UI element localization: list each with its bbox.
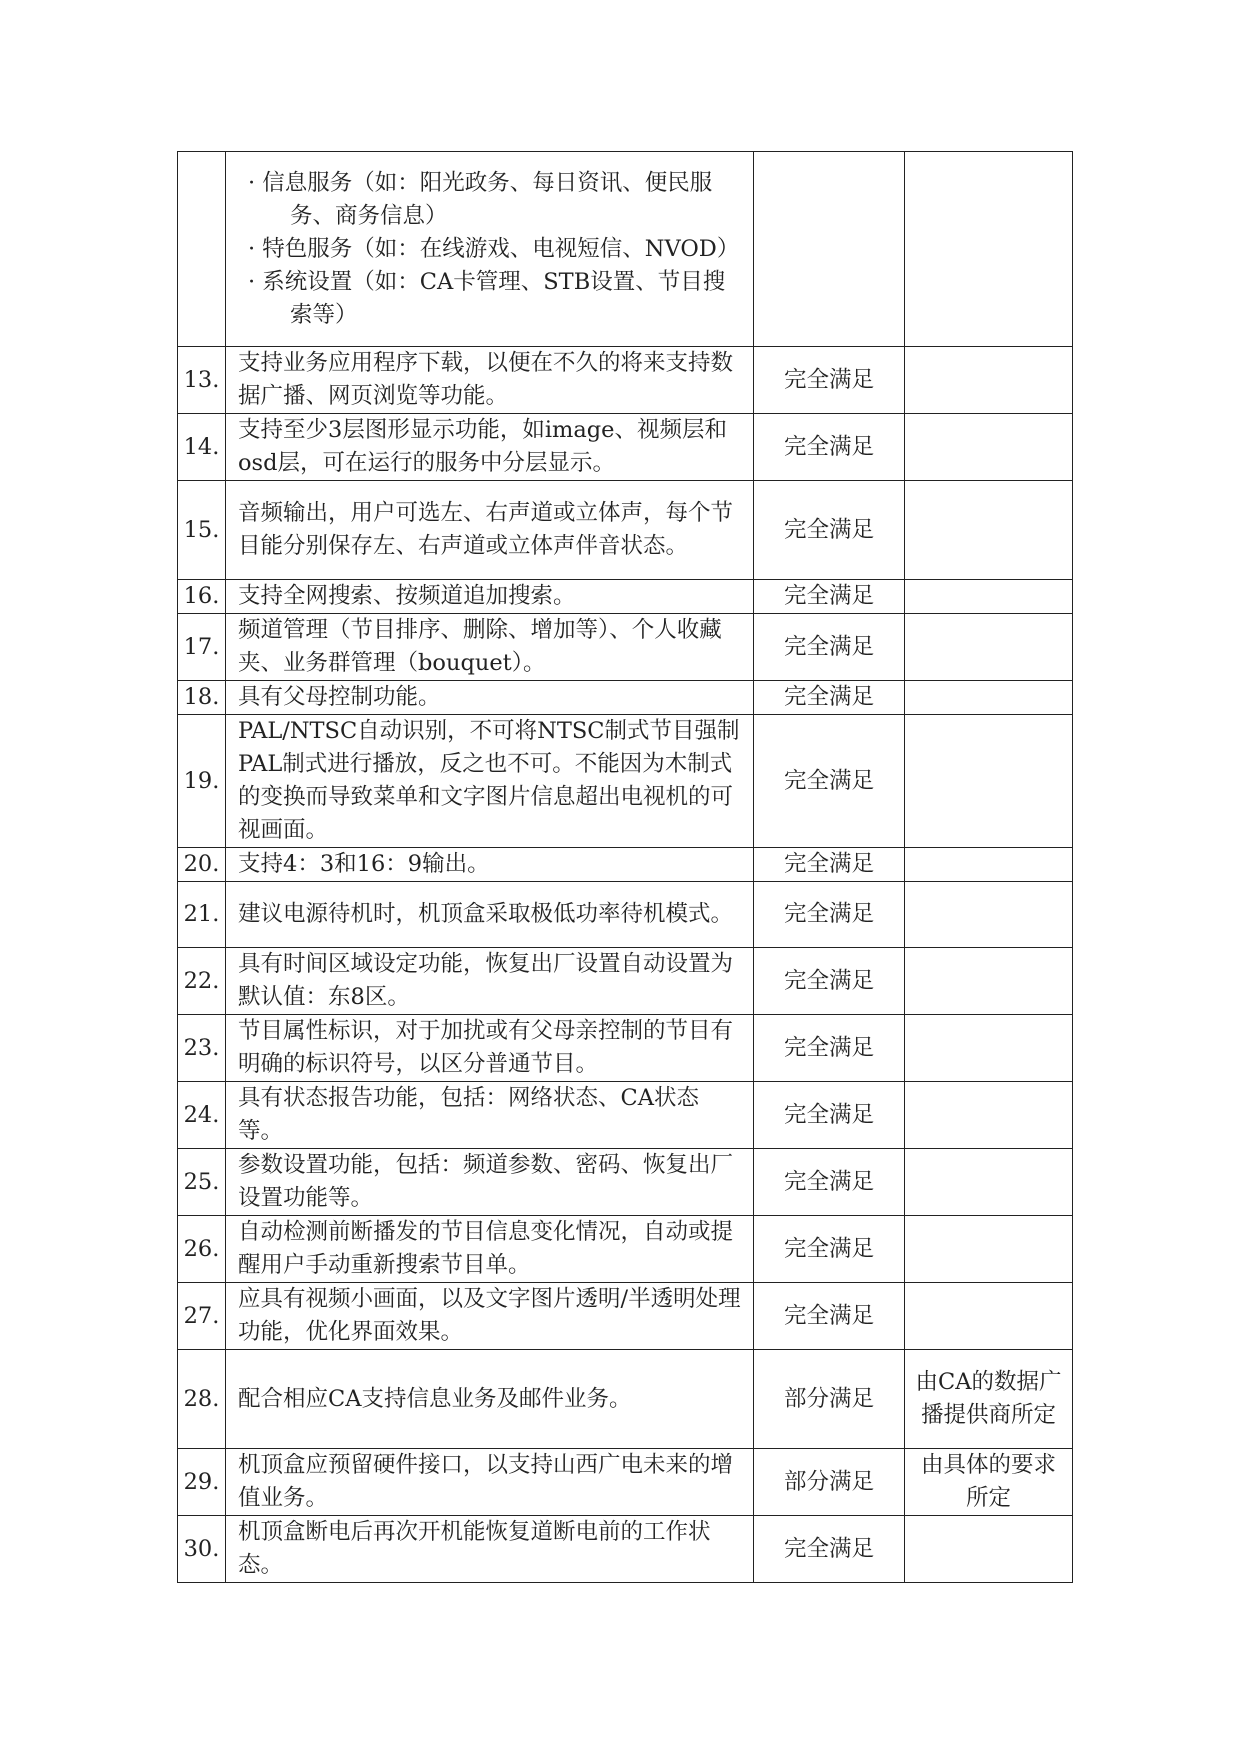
row-number: 27. [178, 1283, 226, 1350]
bullet-item: · 信息服务（如：阳光政务、每日资讯、便民服务、商务信息） [248, 169, 713, 229]
row-status: 完全满足 [754, 882, 905, 948]
row-number: 24. [178, 1082, 226, 1149]
table-row [178, 1350, 1073, 1449]
row-note [905, 1216, 1073, 1283]
row-description: 具有状态报告功能，包括：网络状态、CA状态等。 [226, 1082, 754, 1149]
row-note [905, 1149, 1073, 1216]
row-note [905, 1015, 1073, 1082]
row-status: 完全满足 [754, 347, 905, 414]
row-note [905, 1082, 1073, 1149]
table-row [178, 414, 1073, 481]
table-row [178, 481, 1073, 580]
row-note [905, 681, 1073, 715]
row-note [905, 580, 1073, 614]
table-row [178, 1449, 1073, 1516]
row-description: 音频输出，用户可选左、右声道或立体声，每个节目能分别保存左、右声道或立体声伴音状态。 [226, 481, 754, 580]
status-cell [754, 152, 905, 347]
row-description: 节目属性标识，对于加扰或有父母亲控制的节目有明确的标识符号，以区分普通节目。 [226, 1015, 754, 1082]
row-number: 28. [178, 1350, 226, 1449]
table-row [178, 681, 1073, 715]
table-row [178, 1216, 1073, 1283]
table-row [178, 715, 1073, 848]
row-status: 完全满足 [754, 948, 905, 1015]
row-status: 完全满足 [754, 481, 905, 580]
row-number: 30. [178, 1516, 226, 1583]
row-status: 完全满足 [754, 1516, 905, 1583]
table-row [178, 347, 1073, 414]
row-note [905, 347, 1073, 414]
row-note [905, 614, 1073, 681]
row-note [905, 848, 1073, 882]
row-description: 参数设置功能，包括：频道参数、密码、恢复出厂设置功能等。 [226, 1149, 754, 1216]
row-number: 15. [178, 481, 226, 580]
row-number: 17. [178, 614, 226, 681]
table-row [178, 1283, 1073, 1350]
row-number: 19. [178, 715, 226, 848]
bullet-item: · 特色服务（如：在线游戏、电视短信、NVOD） [248, 235, 740, 262]
row-description: 应具有视频小画面，以及文字图片透明/半透明处理功能，优化界面效果。 [226, 1283, 754, 1350]
row-status: 完全满足 [754, 414, 905, 481]
row-status: 完全满足 [754, 1216, 905, 1283]
table-row [178, 580, 1073, 614]
table-row [178, 614, 1073, 681]
row-number: 18. [178, 681, 226, 715]
row-description: 机顶盒应预留硬件接口，以支持山西广电未来的增值业务。 [226, 1449, 754, 1516]
row-number: 20. [178, 848, 226, 882]
row-description: 具有父母控制功能。 [226, 681, 754, 715]
row-number: 26. [178, 1216, 226, 1283]
row-number-cell [178, 152, 226, 347]
description-cell [226, 152, 754, 347]
bullet-item: · 系统设置（如：CA卡管理、STB设置、节目搜索等） [248, 268, 726, 328]
row-note [905, 1283, 1073, 1350]
row-number: 29. [178, 1449, 226, 1516]
table-row-continued [178, 152, 1073, 347]
row-number: 25. [178, 1149, 226, 1216]
table-row [178, 848, 1073, 882]
row-description: 配合相应CA支持信息业务及邮件业务。 [226, 1350, 754, 1449]
row-description: 机顶盒断电后再次开机能恢复道断电前的工作状态。 [226, 1516, 754, 1583]
row-status: 完全满足 [754, 1149, 905, 1216]
row-note [905, 882, 1073, 948]
row-note: 由CA的数据广播提供商所定 [905, 1350, 1073, 1449]
row-description: 自动检测前断播发的节目信息变化情况，自动或提醒用户手动重新搜索节目单。 [226, 1216, 754, 1283]
row-status: 部分满足 [754, 1449, 905, 1516]
row-number: 16. [178, 580, 226, 614]
row-description: 支持全网搜索、按频道追加搜索。 [226, 580, 754, 614]
spec-table [177, 151, 1073, 1583]
row-status: 完全满足 [754, 681, 905, 715]
row-note [905, 1516, 1073, 1583]
row-status: 完全满足 [754, 848, 905, 882]
table-row [178, 1082, 1073, 1149]
row-note: 由具体的要求所定 [905, 1449, 1073, 1516]
row-description: 建议电源待机时，机顶盒采取极低功率待机模式。 [226, 882, 754, 948]
row-number: 14. [178, 414, 226, 481]
row-status: 完全满足 [754, 580, 905, 614]
row-note [905, 948, 1073, 1015]
table-row [178, 882, 1073, 948]
row-status: 完全满足 [754, 1015, 905, 1082]
row-status: 完全满足 [754, 614, 905, 681]
table-row [178, 1015, 1073, 1082]
row-description: 支持4：3和16：9输出。 [226, 848, 754, 882]
note-cell [905, 152, 1073, 347]
row-status: 完全满足 [754, 1283, 905, 1350]
table-row [178, 1516, 1073, 1583]
row-note [905, 715, 1073, 848]
row-description: 频道管理（节目排序、删除、增加等）、个人收藏夹、业务群管理（bouquet）。 [226, 614, 754, 681]
table-row [178, 948, 1073, 1015]
table-row [178, 1149, 1073, 1216]
row-status: 部分满足 [754, 1350, 905, 1449]
row-description: PAL/NTSC自动识别，不可将NTSC制式节目强制PAL制式进行播放，反之也不可。不能因为木制式的变换而导致菜单和文字图片信息超出电视机的可视画面。 [226, 715, 754, 848]
row-note [905, 481, 1073, 580]
row-description: 支持业务应用程序下载，以便在不久的将来支持数据广播、网页浏览等功能。 [226, 347, 754, 414]
row-status: 完全满足 [754, 715, 905, 848]
row-description: 支持至少3层图形显示功能，如image、视频层和osd层，可在运行的服务中分层显示。 [226, 414, 754, 481]
row-number: 13. [178, 347, 226, 414]
row-description: 具有时间区域设定功能，恢复出厂设置自动设置为默认值：东8区。 [226, 948, 754, 1015]
row-number: 21. [178, 882, 226, 948]
row-number: 23. [178, 1015, 226, 1082]
row-number: 22. [178, 948, 226, 1015]
row-note [905, 414, 1073, 481]
row-status: 完全满足 [754, 1082, 905, 1149]
